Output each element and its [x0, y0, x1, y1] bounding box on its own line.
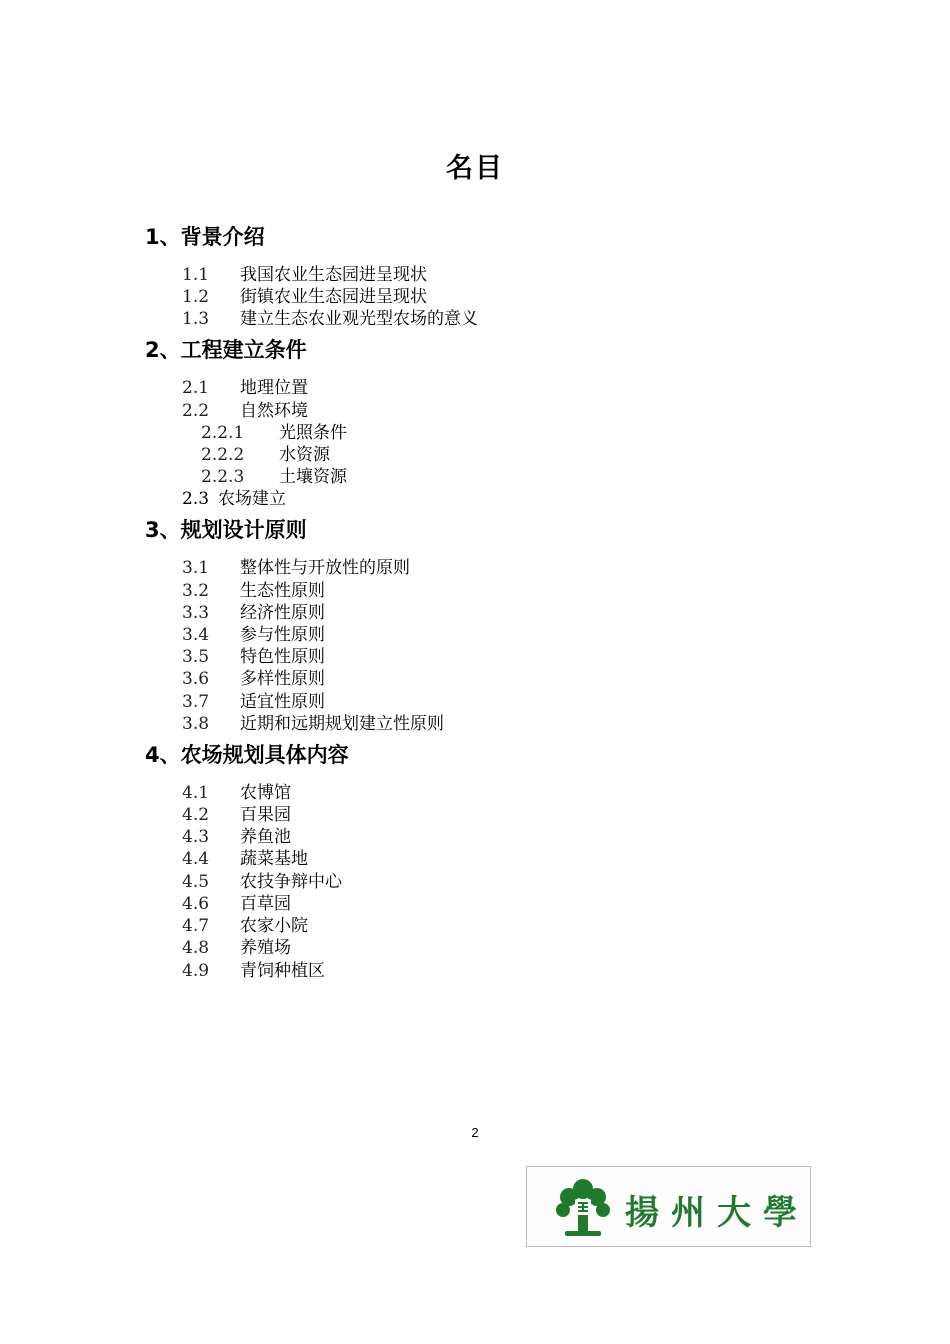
toc-item-number: 2.3 [182, 489, 210, 509]
toc-item-text: 百草园 [240, 894, 291, 914]
toc-item-4-4[interactable] [182, 844, 308, 869]
toc-item-text: 适宜性原则 [240, 692, 325, 712]
toc-item-text: 街镇农业生态园进呈现状 [240, 287, 427, 307]
toc-item-number: 1.1 [182, 265, 210, 285]
toc-item-number: 4.1 [182, 783, 210, 803]
toc-item-text: 水资源 [279, 445, 330, 465]
toc-item-1-3[interactable] [182, 304, 478, 329]
toc-item-4-8[interactable] [182, 933, 291, 958]
page-number: 2 [471, 1125, 479, 1140]
toc-item-text: 参与性原则 [240, 625, 325, 645]
toc-item-number: 1.2 [182, 287, 210, 307]
toc-item-text: 自然环境 [240, 401, 308, 421]
toc-item-number: 3.6 [182, 669, 210, 689]
university-logo [526, 1166, 811, 1247]
toc-item-number: 4.4 [182, 849, 210, 869]
toc-item-3-6[interactable] [182, 664, 325, 689]
toc-item-text: 特色性原则 [240, 647, 325, 667]
toc-item-text: 光照条件 [279, 423, 347, 443]
university-name: 揚州大學 [625, 1193, 809, 1233]
toc-item-number: 3.7 [182, 692, 210, 712]
toc-item-number: 4.8 [182, 938, 210, 958]
toc-item-text: 养鱼池 [240, 827, 291, 847]
toc-item-text: 近期和远期规划建立性原则 [240, 714, 444, 734]
toc-item-text: 地理位置 [240, 378, 308, 398]
toc-item-text: 生态性原则 [240, 581, 325, 601]
toc-section-1[interactable]: 1、背景介绍 [145, 225, 265, 249]
toc-section-4[interactable]: 4、农场规划具体内容 [145, 743, 349, 767]
toc-item-text: 蔬菜基地 [240, 849, 308, 869]
toc-item-text: 养殖场 [240, 938, 291, 958]
toc-item-number: 1.3 [182, 309, 210, 329]
toc-item-text: 农场建立 [218, 489, 287, 509]
toc-item-text: 农技争辩中心 [240, 872, 342, 892]
toc-item-3-8[interactable] [182, 709, 444, 734]
toc-item-number: 4.2 [182, 805, 210, 825]
toc-item-number: 2.2.2 [201, 445, 245, 465]
toc-item-text: 农家小院 [240, 916, 308, 936]
toc-item-text: 青饲种植区 [240, 961, 325, 981]
toc-item-text: 多样性原则 [240, 669, 325, 689]
toc-item-number: 2.1 [182, 378, 210, 398]
toc-item-number: 4.6 [182, 894, 210, 914]
toc-item-text: 整体性与开放性的原则 [240, 558, 410, 578]
toc-item-number: 2.2.3 [201, 467, 245, 487]
toc-item-number: 4.9 [182, 961, 210, 981]
toc-item-number: 3.2 [182, 581, 210, 601]
toc-item-number: 3.8 [182, 714, 210, 734]
toc-item-number: 4.5 [182, 872, 210, 892]
toc-item-number: 3.4 [182, 625, 210, 645]
toc-item-number: 3.5 [182, 647, 210, 667]
toc-item-text: 土壤资源 [279, 467, 347, 487]
toc-item-number: 3.3 [182, 603, 210, 623]
toc-item-number: 4.3 [182, 827, 210, 847]
toc-item-number: 2.2.1 [201, 423, 245, 443]
toc-item-4-9[interactable] [182, 956, 325, 981]
toc-section-3[interactable]: 3、规划设计原则 [145, 518, 307, 542]
page-title: 名目 [446, 153, 504, 184]
toc-item-number: 2.2 [182, 401, 210, 421]
toc-item-3-1[interactable] [182, 553, 410, 578]
toc-item-text: 经济性原则 [240, 603, 325, 623]
toc-item-text: 百果园 [240, 805, 291, 825]
toc-item-text: 我国农业生态园进呈现状 [240, 265, 427, 285]
tree-emblem-icon [551, 1175, 615, 1239]
toc-item-2-1[interactable] [182, 373, 308, 398]
toc-item-text: 建立生态农业观光型农场的意义 [240, 309, 478, 329]
toc-item-number: 4.7 [182, 916, 210, 936]
toc-item-number: 3.1 [182, 558, 210, 578]
toc-item-text: 农博馆 [240, 783, 291, 803]
toc-section-2[interactable]: 2、工程建立条件 [145, 338, 307, 362]
toc-item-2-3[interactable] [182, 484, 286, 509]
